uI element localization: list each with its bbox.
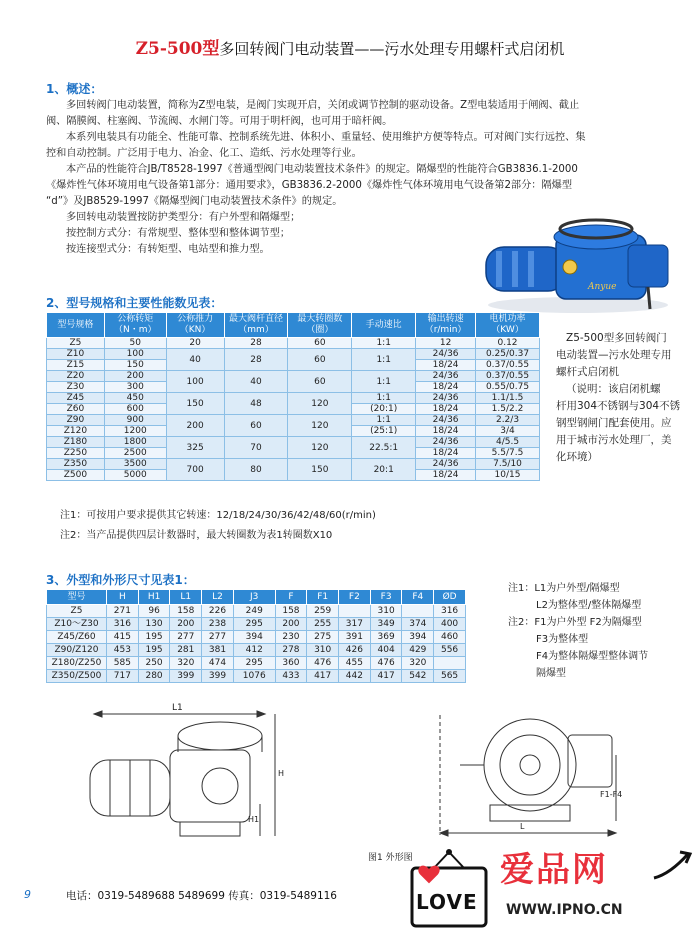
dim-cell-value: 320 [170,657,202,670]
spec-cell-ratio: 1:1 [352,415,416,426]
dim-header: J3 [233,590,275,605]
spec-cell-turns: 120 [288,393,352,415]
product-photo [478,205,678,315]
dim-cell-value: 415 [107,631,139,644]
spec-cell-torque: 200 [104,371,166,382]
dim-note: F4为整体隔爆型整体调节 [536,651,649,662]
dim-cell-value: 277 [170,631,202,644]
spec-cell-power: 0.12 [476,338,540,349]
dim-cell-value: 317 [339,618,371,631]
s1-line-9: 按连接型式分：有转矩型、电站型和推力型。 [66,244,270,255]
dim-row [47,670,466,683]
spec-cell-model: Z30 [47,382,105,393]
dimension-table [46,589,466,683]
dim-label-l: L [520,822,525,831]
spec-cell-speed: 24/36 [416,415,476,426]
spec-cell-ratio: 1:1 [352,349,416,371]
caption-line: 电动装置—污水处理专用 [556,349,672,361]
spec-cell-power: 0.55/0.75 [476,382,540,393]
dim-header: 型号 [47,590,107,605]
dim-cell-value: 453 [107,644,139,657]
spec-cell-speed: 18/24 [416,382,476,393]
caption-line: 钢型钢闸门配套使用。应 [556,417,672,429]
dim-cell-value: 158 [170,605,202,618]
spec-cell-thrust: 40 [166,349,224,371]
spec-cell-speed: 18/24 [416,426,476,437]
spec-cell-torque: 1800 [104,437,166,448]
dim-cell-value: 417 [307,670,339,683]
dim-header: F1 [307,590,339,605]
dim-cell-value: 1076 [233,670,275,683]
spec-cell-torque: 900 [104,415,166,426]
s1-line-3: 控和自动控制。广泛用于电力、冶金、化工、造纸、污水处理等行业。 [46,148,362,159]
dim-cell-value: 565 [434,670,466,683]
spec-cell-diameter: 40 [224,371,288,393]
photo-caption [556,330,691,466]
caption-line: 杆用304不锈钢与304不锈 [556,400,681,412]
spec-cell-thrust: 200 [166,415,224,437]
spec-note-2: 注2：当产品提供四层计数器时，最大转圈数为表1转圈数X10 [60,530,333,541]
page-number: 9 [24,888,31,901]
dim-cell-value: 249 [233,605,275,618]
spec-cell-turns: 150 [288,459,352,481]
dim-header: H [107,590,139,605]
dim-cell-value: 277 [202,631,234,644]
spec-cell-thrust: 100 [166,371,224,393]
love-logo [404,846,494,936]
spec-header: 电机功率 （KW） [476,313,540,338]
spec-cell-ratio: 1:1 [352,393,416,404]
dim-cell-value: 374 [402,618,434,631]
spec-cell-model: Z350 [47,459,105,470]
spec-cell-power: 5.5/7.5 [476,448,540,459]
spec-cell-power: 3/4 [476,426,540,437]
dim-cell-model: Z350/Z500 [47,670,107,683]
caption-line: 螺杆式启闭机 [556,366,619,378]
dim-cell-value: 412 [233,644,275,657]
dim-cell-value: 320 [402,657,434,670]
caption-line: 用于城市污水处理厂，美 [556,434,672,446]
spec-cell-thrust: 325 [166,437,224,459]
dim-header: H1 [138,590,170,605]
spec-cell-model: Z500 [47,470,105,481]
dim-cell-value: 399 [170,670,202,683]
section2-heading: 2、型号规格和主要性能数见表： [46,296,223,310]
dim-cell-value: 310 [307,644,339,657]
spec-cell-speed: 18/24 [416,404,476,415]
spec-cell-power: 2.2/3 [476,415,540,426]
spec-cell-model: Z5 [47,338,105,349]
spec-cell-ratio: 1:1 [352,338,416,349]
spec-cell-torque: 300 [104,382,166,393]
dim-cell-value: 130 [138,618,170,631]
dim-cell-value: 429 [402,644,434,657]
dim-cell-value: 455 [339,657,371,670]
dim-note: F3为整体型 [536,634,589,645]
spec-cell-model: Z45 [47,393,105,404]
outline-drawing-right [420,705,630,850]
photo-brand: Anyue [588,282,617,292]
spec-cell-speed: 18/24 [416,470,476,481]
dim-label-h: H [278,769,285,778]
dim-header: F2 [339,590,371,605]
dim-cell-value: 417 [370,670,402,683]
spec-header: 输出转速 （r/min） [416,313,476,338]
dim-row [47,644,466,657]
dim-cell-model: Z10～Z30 [47,618,107,631]
spec-cell-torque: 600 [104,404,166,415]
dim-cell-value: 474 [202,657,234,670]
spec-cell-diameter: 80 [224,459,288,481]
dim-header: F3 [370,590,402,605]
site-logo-text: 爱品网 [500,850,608,890]
spec-cell-power: 0.25/0.37 [476,349,540,360]
spec-cell-model: Z120 [47,426,105,437]
dim-header: L1 [170,590,202,605]
dim-cell-value: 476 [307,657,339,670]
dim-note: 注2：F1为户外型 F2为隔爆型 [508,617,642,628]
caption-line: （说明：该启闭机螺 [566,383,661,395]
section3-heading: 3、外型和外形尺寸见表1： [46,573,195,587]
spec-cell-torque: 3500 [104,459,166,470]
dim-cell-value: 195 [138,644,170,657]
love-text: LOVE [416,890,478,914]
title-model: Z5-500型 [135,39,220,59]
spec-cell-speed: 24/36 [416,393,476,404]
dim-cell-model: Z5 [47,605,107,618]
dim-cell-value: 399 [202,670,234,683]
spec-cell-model: Z60 [47,404,105,415]
dim-cell-value: 250 [138,657,170,670]
dim-cell-value: 226 [202,605,234,618]
dim-cell-value: 460 [434,631,466,644]
s1-line-8: 按控制方式分：有常规型、整体型和整体调节型； [66,228,291,239]
spec-cell-power: 10/15 [476,470,540,481]
dim-cell-model: Z45/Z60 [47,631,107,644]
dim-cell-value: 200 [275,618,307,631]
dim-cell-value: 230 [275,631,307,644]
dim-cell-value: 255 [307,618,339,631]
spec-cell-power: 0.37/0.55 [476,371,540,382]
spec-cell-thrust: 20 [166,338,224,349]
footer-contact: 电话：0319-5489688 5489699 传真：0319-5489116 [66,890,337,902]
dim-label-l1: L1 [172,703,183,713]
dim-cell-value: 295 [233,657,275,670]
spec-header: 最大转圈数 （圈） [288,313,352,338]
dim-cell-value: 391 [339,631,371,644]
spec-cell-torque: 100 [104,349,166,360]
spec-table [46,312,540,481]
section1-heading: 1、概述： [46,82,103,96]
dim-row [47,618,466,631]
spec-cell-turns: 60 [288,349,352,371]
spec-cell-torque: 450 [104,393,166,404]
s1-line-0: 多回转阀门电动装置，简称为Z型电装，是阀门实现开启，关闭或调节控制的驱动设备。Z型电装适用于闸阀、截止 [66,100,580,111]
dim-cell-value: 238 [202,618,234,631]
caption-line: 化环境） [556,451,598,463]
s1-line-6: “d”》及JB8529-1997《隔爆型阀门电动装置技术条件》的规定。 [46,196,343,207]
spec-cell-diameter: 70 [224,437,288,459]
spec-cell-speed: 24/36 [416,349,476,360]
dim-cell-value: 442 [339,670,371,683]
spec-cell-ratio: (25:1) [352,426,416,437]
dim-cell-value: 316 [107,618,139,631]
dim-header: F4 [402,590,434,605]
spec-cell-ratio: 1:1 [352,371,416,393]
spec-cell-power: 7.5/10 [476,459,540,470]
spec-cell-turns: 120 [288,437,352,459]
dim-cell-value: 280 [138,670,170,683]
spec-cell-ratio: 20:1 [352,459,416,481]
dim-note: L2为整体型/整体隔爆型 [536,600,642,611]
dim-cell-value: 281 [170,644,202,657]
dim-cell-value [402,605,434,618]
dim-cell-value: 259 [307,605,339,618]
spec-cell-speed: 24/36 [416,371,476,382]
spec-header: 手动速比 [352,313,416,338]
dim-cell-value: 585 [107,657,139,670]
s1-line-7: 多回转电动装置按防护类型分：有户外型和隔爆型； [66,212,301,223]
dim-label-f: F1-F4 [600,790,623,799]
dim-row [47,657,466,670]
spec-cell-turns: 60 [288,371,352,393]
spec-cell-turns: 60 [288,338,352,349]
dim-cell-value: 369 [370,631,402,644]
dim-cell-value: 476 [370,657,402,670]
dim-cell-value [434,657,466,670]
dim-cell-value: 433 [275,670,307,683]
spec-header: 最大阀杆直径 （mm） [224,313,288,338]
spec-cell-model: Z250 [47,448,105,459]
dim-header: ØD [434,590,466,605]
dim-cell-value: 271 [107,605,139,618]
spec-cell-diameter: 28 [224,349,288,371]
dim-cell-value: 200 [170,618,202,631]
s1-line-5: 《爆炸性气体环境用电气设备第1部分：通用要求》，GB3836.2-2000《爆炸性气体环境用电气设备第2部分：隔爆型 [46,180,573,191]
dim-row [47,605,466,618]
spec-cell-model: Z180 [47,437,105,448]
dim-cell-model: Z180/Z250 [47,657,107,670]
sparkle-icon [650,848,694,888]
dim-cell-value: 316 [434,605,466,618]
dim-label-h1: H1 [248,815,260,824]
spec-cell-power: 1.5/2.2 [476,404,540,415]
dim-cell-value: 556 [434,644,466,657]
dim-cell-value: 349 [370,618,402,631]
spec-cell-power: 0.37/0.55 [476,360,540,371]
dim-cell-value: 158 [275,605,307,618]
dim-cell-value: 394 [402,631,434,644]
spec-cell-speed: 24/36 [416,437,476,448]
s1-line-1: 阀、隔膜阀、柱塞阀、节流阀、水闸门等。可用于明杆阀，也可用于暗杆阀。 [46,116,393,127]
dim-note: 隔爆型 [536,668,566,679]
site-url: WWW.IPNO.CN [506,902,623,918]
spec-cell-model: Z90 [47,415,105,426]
spec-cell-diameter: 60 [224,415,288,437]
s1-line-2: 本系列电装具有功能全、性能可靠、控制系统先进、体积小、重量轻、使用维护方便等特点。可对阀门实行远控、集 [66,132,586,143]
page-title [0,34,700,59]
dimension-notes [508,580,648,682]
dim-cell-model: Z90/Z120 [47,644,107,657]
dim-cell-value: 394 [233,631,275,644]
dimension-table-body [47,605,466,683]
dim-cell-value: 278 [275,644,307,657]
dim-header: L2 [202,590,234,605]
s1-line-4: 本产品的性能符合JB/T8528-1997《普通型阀门电动装置技术条件》的规定。隔爆型的性能符合GB3836.1-2000 [66,164,578,175]
spec-header: 公称推力 （KN） [166,313,224,338]
spec-cell-torque: 150 [104,360,166,371]
spec-cell-speed: 18/24 [416,448,476,459]
dim-cell-value: 717 [107,670,139,683]
spec-cell-turns: 120 [288,415,352,437]
outline-drawing-left [80,700,310,850]
caption-line: Z5-500型多回转阀门 [566,332,667,344]
spec-cell-ratio: 22.5:1 [352,437,416,459]
spec-cell-ratio: (20:1) [352,404,416,415]
spec-cell-torque: 50 [104,338,166,349]
dim-row [47,631,466,644]
dim-cell-value: 404 [370,644,402,657]
dim-cell-value: 400 [434,618,466,631]
spec-cell-thrust: 700 [166,459,224,481]
spec-cell-model: Z15 [47,360,105,371]
dim-cell-value: 426 [339,644,371,657]
dim-cell-value: 360 [275,657,307,670]
dim-cell-value: 310 [370,605,402,618]
spec-note-1: 注1：可按用户要求提供其它转速：12/18/24/30/36/42/48/60(r/min) [60,510,376,521]
figure-caption: 图1 外形图 [368,853,413,863]
dim-cell-value [339,605,371,618]
dim-cell-value: 195 [138,631,170,644]
title-text: 多回转阀门电动装置——污水处理专用螺杆式启闭机 [219,40,565,58]
dim-cell-value: 96 [138,605,170,618]
dim-cell-value: 295 [233,618,275,631]
dim-header: F [275,590,307,605]
spec-cell-speed: 18/24 [416,360,476,371]
spec-cell-torque: 5000 [104,470,166,481]
dim-cell-value: 381 [202,644,234,657]
spec-cell-diameter: 28 [224,338,288,349]
spec-cell-power: 4/5.5 [476,437,540,448]
dim-cell-value: 275 [307,631,339,644]
spec-cell-torque: 2500 [104,448,166,459]
spec-cell-speed: 12 [416,338,476,349]
spec-cell-model: Z10 [47,349,105,360]
spec-cell-torque: 1200 [104,426,166,437]
spec-cell-thrust: 150 [166,393,224,415]
spec-cell-diameter: 48 [224,393,288,415]
spec-header: 公称转矩 （N・m） [104,313,166,338]
spec-cell-model: Z20 [47,371,105,382]
spec-cell-speed: 24/36 [416,459,476,470]
spec-header: 型号规格 [47,313,105,338]
dim-note: 注1：L1为户外型/隔爆型 [508,583,620,594]
spec-cell-power: 1.1/1.5 [476,393,540,404]
dim-cell-value: 542 [402,670,434,683]
